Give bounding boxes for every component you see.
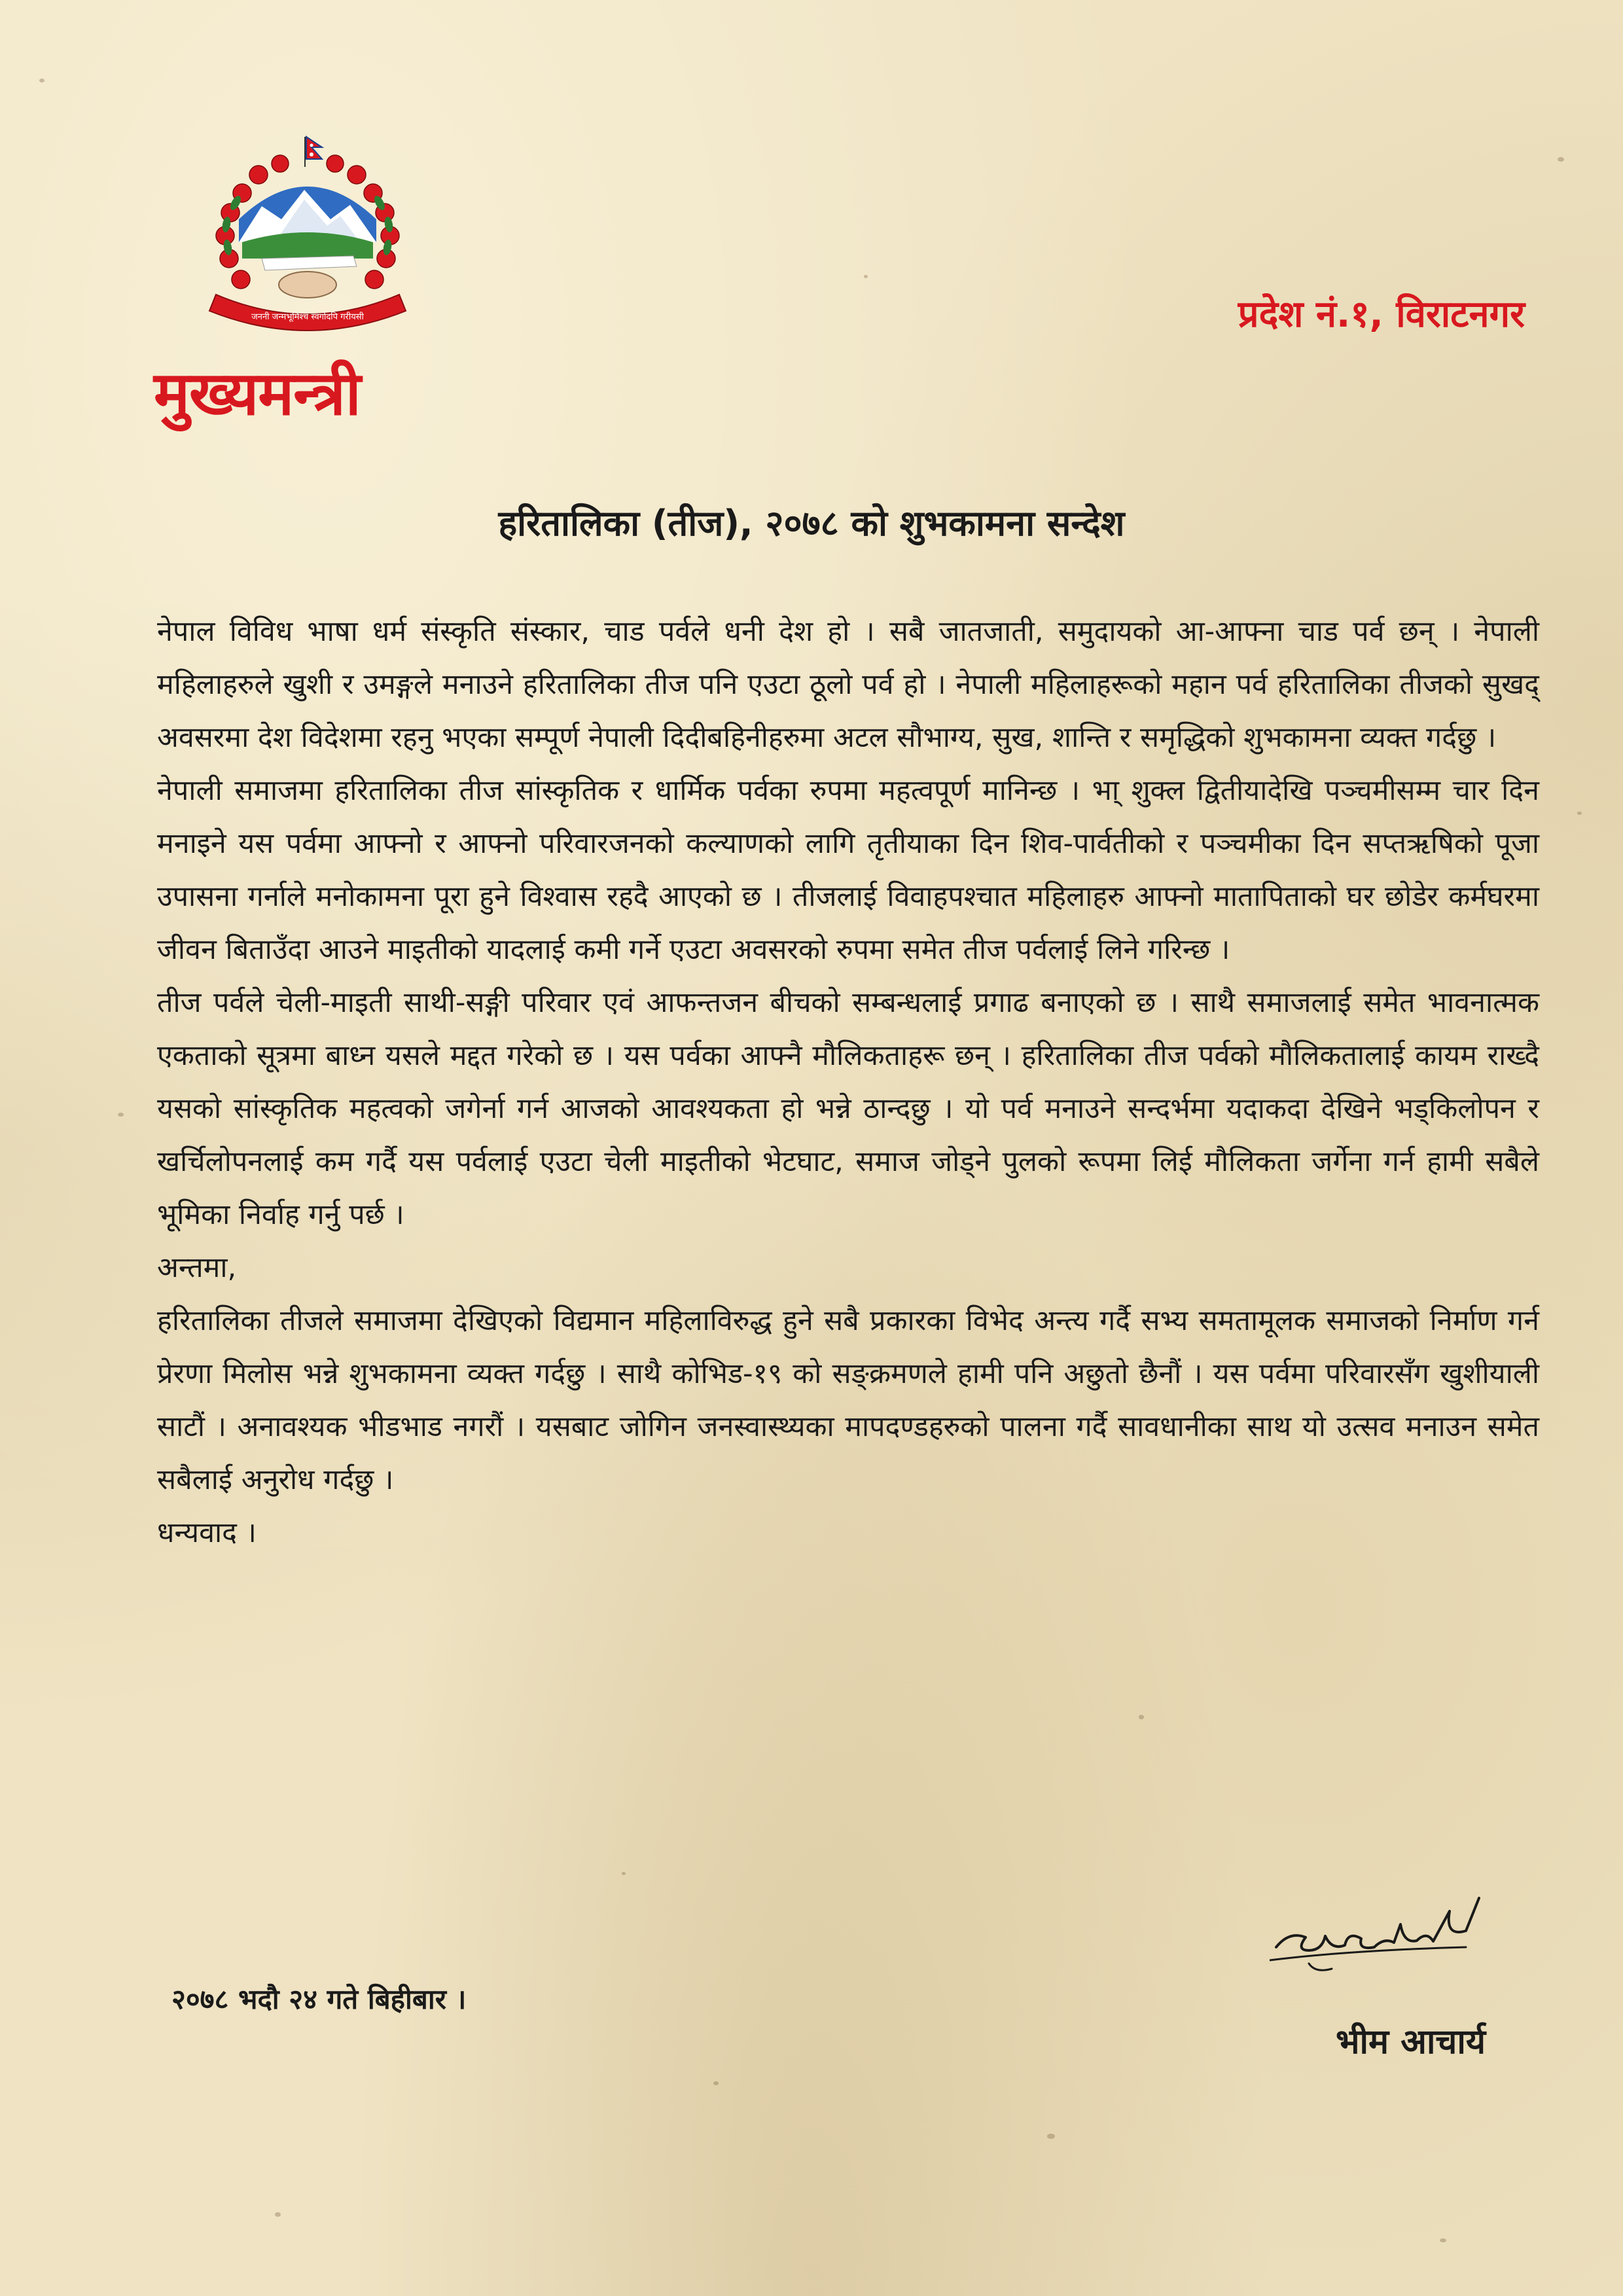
paragraph: तीज पर्वले चेली-माइती साथी-सङ्गी परिवार एवं आफन्तजन बीचको सम्बन्धलाई प्रगाढ बनाएको छ । साथै समाजलाई समेत भावनात्मक एकताको सूत्रमा बाध्न यसले मद्दत गरेको छ । यस पर्वका आफ्नै मौलिकताहरू छन् । हरितालिका तीज पर्वको मौलिकतालाई कायम राख्दै यसको सांस्कृतिक महत्वको जगेर्ना गर्न आजको आवश्यकता हो भन्ने ठान्दछु । यो पर्व मनाउने सन्दर्भमा यदाकदा देखिने भड्किलोपन र खर्चिलोपनलाई कम गर्दै यस पर्वलाई एउटा चेली माइतीको भेटघाट, समाज जोड्ने पुलको रूपमा लिई मौलिकता जर्गेना गर्न हामी सबैले भूमिका निर्वाह गर्नु पर्छ । <box>157 986 1539 1231</box>
paragraph: नेपाल विविध भाषा धर्म संस्कृति संस्कार, चाड पर्वले धनी देश हो । सबै जातजाती, समुदायको आ-आफ्ना चाड पर्व छन् । नेपाली महिलाहरुले खुशी र उमङ्गले मनाउने हरितालिका तीज पनि एउटा ठूलो पर्व हो । नेपाली महिलाहरूको महान पर्व हरितालिका तीजको सुखद् अवसरमा देश विदेशमा रहनु भएका सम्पूर्ण नेपाली दिदीबहिनीहरुमा अटल सौभाग्य, सुख, शान्ति र समृद्धिको शुभकामना व्यक्त गर्दछु । <box>157 615 1539 754</box>
paragraph: नेपाली समाजमा हरितालिका तीज सांस्कृतिक र धार्मिक पर्वका रुपमा महत्वपूर्ण मानिन्छ । भा् शुक्ल द्वितीयादेखि पञ्चमीसम्म चार दिन मनाइने यस पर्वमा आफ्नो र आफ्नो परिवारजनको कल्याणको लागि तृतीयाका दिन शिव-पार्वतीको र पञ्चमीका दिन सप्तऋषिको पूजा उपासना गर्नाले मनोकामना पूरा हुने विश्वास रहदै आएको छ । तीजलाई विवाहपश्चात महिलाहरु आफ्नो मातापिताको घर छोडेर कर्मघरमा जीवन बिताउँदा आउने माइतीको यादलाई कमी गर्ने एउटा अवसरको रुपमा समेत तीज पर्वलाई लिने गरिन्छ । <box>157 774 1539 966</box>
letter-body <box>157 605 1539 1560</box>
handwritten-signature <box>1270 1885 1512 1983</box>
office-title: मुख्यमन्त्री <box>154 359 361 429</box>
paragraph: हरितालिका तीजले समाजमा देखिएको विद्यमान महिलाविरुद्ध हुने सबै प्रकारका विभेद अन्त्य गर्दै सभ्य समतामूलक समाजको निर्माण गर्न प्रेरणा मिलोस भन्ने शुभकामना व्यक्त गर्दछु । साथै कोभिड-१९ को सङ्क्रमणले हामी पनि अछुतो छैनौं । यस पर्वमा परिवारसँग खुशीयाली साटौं । अनावश्यक भीडभाड नगरौं । यसबाट जोगिन जनस्वास्थ्यका मापदण्डहरुको पालना गर्दै सावधानीका साथ यो उत्सव मनाउन समेत सबैलाई अनुरोध गर्दछु । <box>157 1304 1539 1496</box>
nepal-emblem <box>177 128 438 350</box>
emblem-ribbon-text: जननी जन्मभूमिश्च स्वर्गादपि गरीयसी <box>251 312 364 322</box>
letter-subject: हरितालिका (तीज), २०७८ को शुभकामना सन्देश <box>498 503 1125 544</box>
closing-salutation: अन्तमा, <box>157 1251 237 1284</box>
letter-date: २०७८ भदौ २४ गते बिहीबार । <box>171 1983 467 2015</box>
province-label: प्रदेश नं.१, विराटनगर <box>1238 293 1525 336</box>
signatory-name: भीम आचार्य <box>1335 2022 1486 2062</box>
flag-icon <box>305 137 322 167</box>
thanks-line: धन्यवाद । <box>157 1516 257 1549</box>
